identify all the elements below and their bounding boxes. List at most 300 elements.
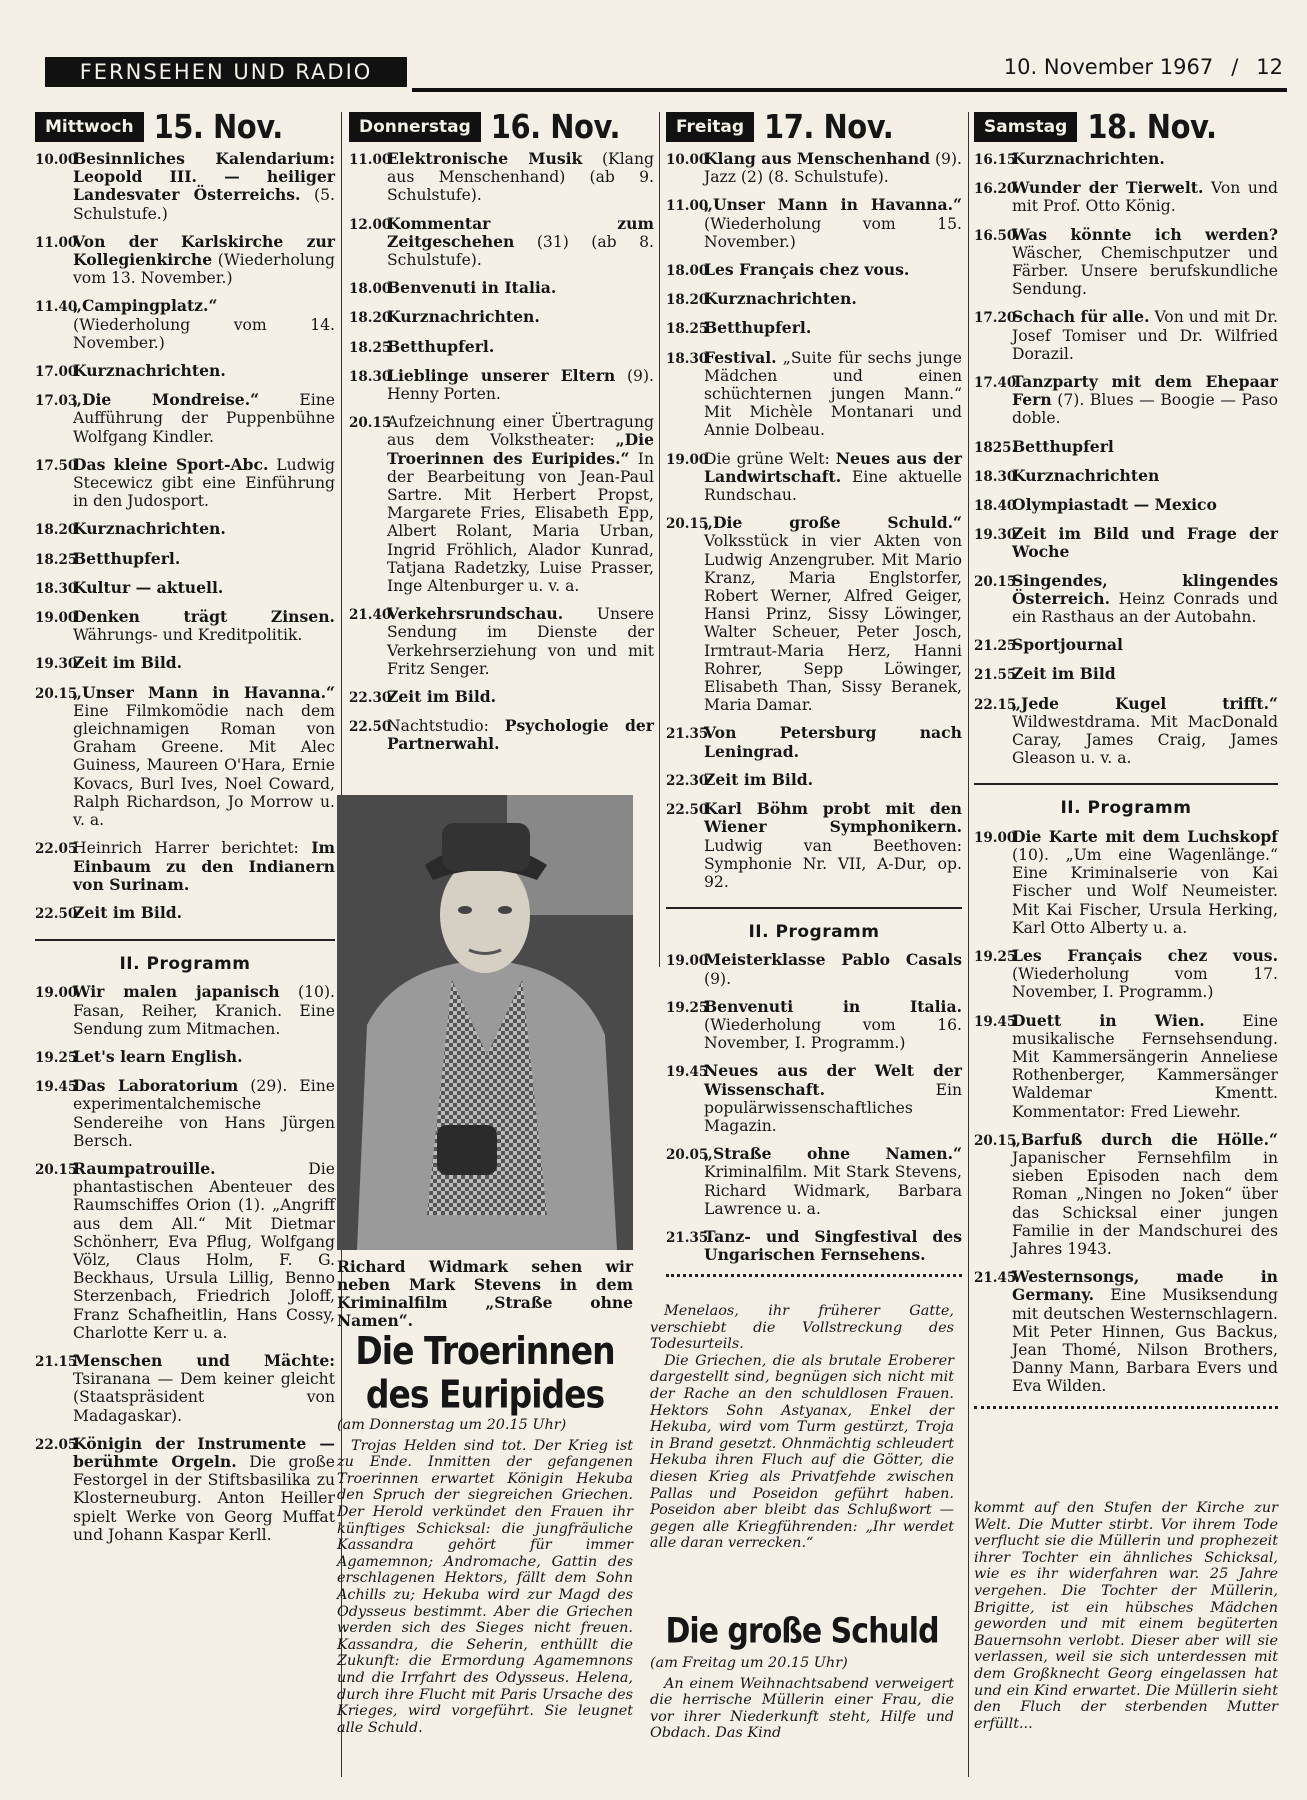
article-troerinnen-continued: [650, 1303, 954, 1552]
program-description: [1012, 525, 1278, 561]
program-time: 21.35: [666, 726, 709, 743]
program-description: [1012, 1268, 1278, 1395]
program-title: Wunder der Tierwelt.: [1012, 178, 1204, 198]
program-time: 19.25: [974, 948, 1017, 965]
program-title: Westernsongs, made in Germany.: [1012, 1267, 1278, 1305]
program-text: (31) (ab 8. Schulstufe).: [387, 232, 654, 270]
program-title: Zeit im Bild.: [704, 769, 814, 789]
program-title: Benvenuti in Italia.: [704, 996, 962, 1016]
program-description: [387, 308, 654, 327]
program-highlight: Im Einbaum zu den Indianern von Surinam.: [73, 838, 335, 894]
program-description: [1012, 308, 1278, 363]
program-title: Kurznachrichten.: [704, 289, 857, 309]
column-donnerstag: [349, 107, 654, 764]
program-description: [387, 150, 654, 205]
program-title: Was könnte ich werden?: [1012, 224, 1278, 244]
program-time: 22.05: [35, 1436, 78, 1453]
program-text: Ein populärwissenschaftliches Magazin.: [704, 1080, 962, 1135]
program-title: Zeit im Bild.: [387, 687, 497, 707]
program-time: 22.15: [974, 696, 1017, 713]
program-entry: [35, 297, 335, 352]
program-time: 22.50: [666, 802, 709, 819]
program-description: [704, 800, 962, 891]
program-time: 11.00: [35, 234, 78, 251]
program-entry: [974, 179, 1278, 215]
program-description: [387, 413, 654, 595]
program-description: [1012, 947, 1278, 1002]
program-time: 22.50: [35, 905, 78, 922]
header-separator: /: [1231, 55, 1239, 79]
program-text: (Wiederholung vom 16. November, I. Programm.): [704, 1015, 962, 1053]
program-time: 21.35: [666, 1229, 709, 1246]
program-time: 22.50: [349, 719, 392, 736]
header-rule: [412, 88, 1287, 92]
header-date-line: [1004, 55, 1283, 79]
program-text: Tsiranana — Dem keiner gleicht (Staatspräsident von Madagaskar).: [73, 1370, 335, 1425]
program-text: Ludwig Stecewicz gibt eine Einführung in den Judosport.: [73, 455, 335, 511]
program-entry: [35, 1352, 335, 1425]
program-text: „Suite für sechs junge Mädchen und einen schüchternen jungen Mann.“ Mit Michèle Montanari und Annie Dolbeau.: [704, 348, 962, 440]
program-time: 20.15: [35, 1161, 78, 1178]
program-entry: [974, 373, 1278, 428]
program-time: 20.15: [974, 1132, 1017, 1149]
program-description: [704, 450, 962, 505]
program-description: [704, 1228, 962, 1264]
program-text-more: Eine aktuelle Rundschau.: [704, 467, 962, 505]
program-description: [73, 520, 335, 539]
program-title: „Unser Mann in Havanna.“: [73, 682, 335, 702]
program-title: Wir malen japanisch: [73, 982, 280, 1002]
program-text: Kriminalfilm. Mit Stark Stevens, Richard Widmark, Barbara Lawrence u. a.: [704, 1163, 962, 1218]
program-entry: [974, 150, 1278, 169]
program-entry: [35, 233, 335, 288]
program-description: [1012, 373, 1278, 428]
program-title: Zeit im Bild.: [73, 902, 183, 922]
second-program-heading: II. Programm: [119, 954, 251, 975]
program-text: Von und mit Dr. Josef Tomiser und Dr. Wilfried Dorazil.: [1012, 308, 1278, 363]
program-title: Elektronische Musik: [387, 149, 583, 168]
program-description: [73, 1435, 335, 1544]
program-time: 19.25: [666, 999, 709, 1016]
program-title: Betthupferl.: [704, 318, 812, 338]
program-time: 19.30: [974, 527, 1017, 544]
program-title: Sportjournal: [1012, 635, 1123, 655]
program-entry: [666, 319, 962, 338]
program-entry: [35, 608, 335, 644]
page-number: 12: [1256, 55, 1283, 79]
section-title: FERNSEHEN UND RADIO: [79, 60, 373, 84]
program-title: Festival.: [704, 347, 777, 367]
weekday-label: Freitag: [666, 112, 754, 142]
program-description: [73, 456, 335, 511]
program-description: [387, 338, 654, 357]
program-text: (Wiederholung vom 17. November, I. Programm.): [1012, 965, 1278, 1002]
program-title: Tanzparty mit dem Ehepaar Fern: [1012, 372, 1278, 410]
program-title: Kurznachrichten.: [1012, 149, 1165, 168]
program-time: 21.45: [974, 1270, 1017, 1287]
program-time: 18.40: [974, 498, 1017, 515]
program-description: [73, 233, 335, 288]
program-title: Verkehrsrundschau.: [387, 604, 564, 624]
section-rule: [974, 783, 1278, 785]
program-description: [1012, 1012, 1278, 1121]
program-text: Wäscher, Chemischputzer und Färber. Unsere berufskundliche Sendung.: [1012, 243, 1278, 299]
day-heading: [349, 107, 654, 146]
program-entry: [35, 520, 335, 539]
program-text: Unsere Sendung im Dienste der Verkehrserziehung von und mit Fritz Senger.: [387, 605, 654, 678]
program-time: 18.30: [35, 580, 78, 597]
program-time: 17.20: [974, 310, 1017, 327]
program-text: Währungs- und Kreditpolitik.: [73, 626, 303, 645]
program-title: Tanz- und Singfestival des Ungarischen Fernsehens.: [704, 1226, 962, 1265]
program-title: „Campingplatz.“: [73, 296, 218, 316]
program-description: [387, 717, 654, 753]
issue-date: 10. November 1967: [1003, 55, 1214, 79]
program-entry: [35, 839, 335, 894]
program-text: Heinrich Harrer berichtet:: [73, 839, 312, 858]
program-entry: [35, 579, 335, 598]
program-entry: [35, 150, 335, 223]
program-entry: [349, 279, 654, 298]
section-header: [45, 57, 407, 87]
program-description: [1012, 695, 1278, 768]
program-title: Von Petersburg nach Leningrad.: [704, 723, 962, 761]
program-time: 16.15: [974, 152, 1017, 168]
program-text: Eine Filmkomödie nach dem gleichnamigen Roman von Graham Greene. Mit Alec Guiness, Maureen O'Hara, Ernie Kovacs, Burl Ives, Noel Coward, Ralph Richardson, Jo Morrow u. v. a.: [73, 701, 335, 830]
program-time: 19.45: [666, 1064, 709, 1081]
article-grosse-schuld-continued: [974, 1500, 1278, 1732]
program-time: 18.25: [349, 339, 392, 356]
program-entry: [974, 525, 1278, 561]
program-time: 16.20: [974, 181, 1017, 198]
program-text: Die phantastischen Abenteuer des Raumschiffes Orion (1). „Angriff aus dem All.“ Mit Dietmar Schönherr, Eva Pflug, Wolfgang Völz, Claus Holm, F. G. Beckhaus, Ursula Lillig, Benno Sterzenbach, Friedrich Joloff, Franz Schafheitlin, Hans Cossy, Charlotte Kerr u. a.: [73, 1159, 335, 1342]
program-text: (Wiederholung vom 15. November.): [704, 214, 962, 251]
program-description: [1012, 828, 1278, 937]
program-time: 20.15: [349, 415, 392, 432]
program-description: [73, 839, 335, 894]
program-title: Von der Karlskirche zur Kollegienkirche: [73, 231, 335, 270]
program-text: Wildwestdrama. Mit MacDonald Caray, James Craig, James Gleason u. v. a.: [1012, 712, 1278, 768]
program-title: Zeit im Bild.: [73, 653, 183, 673]
program-time: 19.00: [974, 829, 1017, 846]
program-text: Heinz Conrads und ein Rasthaus an der Autobahn.: [1012, 589, 1278, 627]
program-time: 20.15: [666, 516, 709, 533]
program-entry: [974, 695, 1278, 768]
program-description: [1012, 179, 1278, 215]
program-text-more: In der Bearbeitung von Jean-Paul Sartre. Mit Herbert Propst, Margarete Fries, Elisabeth Epp, Albert Rolant, Maria Urban, Ingrid Fröhlich, Alador Kunrad, Tatjana Radetzky, Luise Prasser, Inge Altenburger u. v. a.: [387, 449, 654, 596]
program-entry: [666, 290, 962, 309]
program-description: [1012, 467, 1278, 486]
article-title: Die Troerinnen des Euripides: [355, 1328, 615, 1417]
program-description: [73, 297, 335, 352]
column-freitag: [666, 107, 962, 1283]
day-heading: [974, 107, 1278, 146]
program-description: [1012, 438, 1278, 457]
program-description: [1012, 226, 1278, 299]
program-time: 21.25: [974, 638, 1017, 655]
program-entry: [349, 717, 654, 753]
program-title: Karl Böhm probt mit den Wiener Symphonikern.: [704, 799, 962, 837]
program-entry: [974, 1012, 1278, 1121]
program-entry: [666, 514, 962, 714]
weekday-label: Donnerstag: [349, 112, 481, 142]
program-time: 18.30: [974, 468, 1017, 485]
program-time: 16.50: [974, 227, 1017, 244]
article-grosse-schuld: [650, 1611, 954, 1742]
program-time: 19.00: [35, 610, 78, 627]
dotted-rule: [974, 1406, 1278, 1409]
program-entry: [974, 572, 1278, 627]
program-entry: [349, 605, 654, 678]
program-title: Menschen und Mächte:: [73, 1350, 335, 1370]
program-entry: [666, 150, 962, 186]
program-entry: [35, 550, 335, 569]
program-description: [704, 1062, 962, 1135]
program-entry: [666, 349, 962, 440]
program-description: [704, 261, 962, 280]
program-title: Neues aus der Welt der Wissenschaft.: [704, 1061, 962, 1099]
program-title: Königin der Instrumente — berühmte Orgeln.: [73, 1433, 335, 1471]
program-time: 1825.: [974, 439, 1017, 456]
article-body-continued: Die Griechen, die als brutale Eroberer dargestellt sind, begnügen sich nicht mit der Rache an den schuldlosen Frauen. Hektors Sohn Astyanax, Enkel der Hekuba, wird vom Turm gestürzt, Troja in Brand gesetzt. Ohnmächtig schleudert Hekuba ihren Fluch auf die Götter, die diesen Krieg als Privatfehde zwischen Pallas und Poseidon geführt haben. Poseidon aber bleibt das Schlußwort — gegen alle Kriegführenden: „Ihr werdet alle daran verrecken.“: [650, 1352, 954, 1552]
program-time: 18.25: [666, 321, 709, 338]
program-time: 11.00: [349, 152, 392, 168]
program-text: Eine Aufführung der Puppenbühne Wolfgang Kindler.: [73, 391, 335, 446]
program-description: [1012, 496, 1278, 515]
program-description: [387, 215, 654, 270]
column-mittwoch: [35, 107, 336, 1554]
program-time: 17.03: [35, 393, 78, 410]
program-title: Lieblinge unserer Eltern: [387, 365, 616, 385]
program-text: Japanischer Fernsehfilm in sieben Episoden nach dem Roman „Ningen no Joken“ über das Schicksal einer jungen Familie in der Mandschurei des Jahres 1943.: [1012, 1148, 1278, 1258]
program-entry: [666, 951, 962, 987]
program-description: [704, 514, 962, 714]
program-time: 18.30: [666, 350, 709, 367]
program-entry: [666, 800, 962, 891]
program-entry: [349, 308, 654, 327]
program-entry: [35, 654, 335, 673]
program-description: [73, 550, 335, 569]
program-entry: [666, 450, 962, 505]
program-entry: [974, 636, 1278, 655]
article-troerinnen: [337, 1328, 633, 1736]
program-entry: [35, 983, 335, 1038]
program-time: 20.15: [974, 573, 1017, 590]
program-description: [73, 362, 335, 381]
program-time: 21.55: [974, 667, 1017, 684]
article-body-continued: Menelaos, ihr früherer Gatte, verschiebt die Vollstreckung des Todesurteils.: [650, 1303, 954, 1353]
program-entry: [974, 947, 1278, 1002]
article-title: Die große Schuld: [665, 1611, 939, 1652]
section-rule: [666, 907, 962, 909]
program-text: (Wiederholung vom 14. November.): [73, 315, 335, 352]
program-entry: [35, 456, 335, 511]
program-title: Betthupferl.: [387, 336, 495, 356]
program-entry: [974, 308, 1278, 363]
program-entry: [666, 1062, 962, 1135]
day-date: 16. Nov.: [490, 107, 621, 146]
program-highlight: Neues aus der Landwirtschaft.: [704, 448, 962, 486]
program-title: Olympiastadt — Mexico: [1012, 495, 1217, 515]
program-title: Das kleine Sport-Abc.: [73, 454, 269, 474]
program-entry: [35, 1435, 335, 1544]
program-text: (7). Blues — Boogie — Paso doble.: [1012, 391, 1278, 428]
dotted-rule: [666, 1274, 962, 1277]
program-entry: [974, 665, 1278, 684]
program-text: Eine Musiksendung mit deutschen Westernschlagern. Mit Peter Hinnen, Gus Backus, Jean Thomé, Nilson Brothers, Danny Mann, Barbara Evers und Eva Wilden.: [1012, 1286, 1278, 1396]
program-text: (5. Schulstufe.): [73, 186, 336, 223]
program-entry: [974, 438, 1278, 457]
program-description: [73, 150, 335, 223]
program-title: Benvenuti in Italia.: [387, 278, 557, 298]
program-time: 11.00: [666, 198, 709, 215]
program-description: [704, 771, 962, 790]
program-title: Let's learn English.: [73, 1046, 243, 1066]
program-time: 19.00: [666, 953, 709, 970]
program-title: Besinnliches Kalendarium: Leopold III. — heiliger Landesvater Österreichs.: [73, 149, 335, 205]
program-entry: [666, 998, 962, 1053]
program-title: „Unser Mann in Havanna.“: [704, 195, 962, 215]
program-text: (Klang aus Menschenhand) (ab 9. Schulstufe).: [387, 150, 654, 205]
program-entry: [349, 367, 654, 403]
program-title: Kurznachrichten.: [73, 519, 226, 539]
program-description: [73, 983, 335, 1038]
program-time: 18.00: [666, 263, 709, 280]
program-description: [387, 367, 654, 403]
second-program-heading: II. Programm: [1060, 798, 1192, 819]
program-description: [73, 1048, 335, 1067]
program-description: [1012, 1131, 1278, 1258]
program-entry: [666, 196, 962, 251]
program-title: Betthupferl.: [73, 548, 181, 568]
program-title: Singendes, klingendes Österreich.: [1012, 570, 1278, 608]
program-description: [704, 150, 962, 186]
program-title: Duett in Wien.: [1012, 1010, 1205, 1030]
program-description: [73, 391, 335, 446]
program-text: Ludwig van Beethoven: Symphonie Nr. VII, A-Dur, op. 92.: [704, 836, 962, 891]
program-description: [1012, 636, 1278, 655]
program-title: Klang aus Menschenhand: [704, 149, 930, 168]
program-time: 17.00: [35, 364, 78, 381]
program-time: 11.40: [35, 299, 78, 316]
program-text: Nachtstudio:: [387, 717, 505, 736]
program-time: 19.45: [35, 1079, 78, 1096]
program-description: [73, 904, 335, 923]
program-text: Die große Festorgel in der Stiftsbasilika zu Klosterneuburg. Anton Heiller spielt Werke von Georg Muffat und Johann Kaspar Kerll.: [73, 1452, 335, 1544]
program-entry: [666, 1228, 962, 1264]
program-entry: [349, 215, 654, 270]
program-description: [73, 654, 335, 673]
program-time: 20.15: [35, 685, 78, 702]
program-description: [1012, 665, 1278, 684]
program-entry: [666, 724, 962, 760]
program-description: [1012, 572, 1278, 627]
program-entry: [35, 362, 335, 381]
program-text: (9).: [704, 969, 732, 988]
program-time: 21.40: [349, 607, 392, 624]
program-title: Kurznachrichten.: [73, 361, 226, 381]
day-date: 17. Nov.: [764, 107, 894, 146]
program-text: Aufzeichnung einer Übertragung aus dem Volkstheater:: [387, 413, 654, 450]
program-title: „Jede Kugel trifft.“: [1012, 693, 1278, 713]
program-highlight: „Die Troerinnen des Euripides.“: [387, 430, 654, 468]
program-entry: [974, 1131, 1278, 1258]
column-samstag: [974, 107, 1278, 1415]
program-text: (9). Henny Porten.: [387, 366, 654, 404]
program-time: 18.30: [349, 368, 392, 385]
program-title: „Die große Schuld.“: [704, 513, 962, 533]
program-entry: [35, 904, 335, 923]
program-entry: [974, 226, 1278, 299]
column-divider: [968, 112, 969, 1777]
second-program-heading: II. Programm: [748, 922, 880, 943]
program-description: [704, 290, 962, 309]
program-description: [704, 724, 962, 760]
program-entry: [349, 688, 654, 707]
program-description: [387, 605, 654, 678]
program-text: Von und mit Prof. Otto König.: [1012, 179, 1278, 216]
program-entry: [974, 467, 1278, 486]
program-entry: [349, 413, 654, 595]
program-text: (9). Jazz (2) (8. Schulstufe).: [704, 150, 962, 187]
program-entry: [35, 1160, 335, 1342]
program-entry: [974, 496, 1278, 515]
day-date: 15. Nov.: [153, 107, 283, 146]
program-description: [704, 951, 962, 987]
program-time: 18.20: [35, 522, 78, 539]
program-title: Zeit im Bild und Frage der Woche: [1012, 524, 1278, 562]
program-title: Kommentar zum Zeitgeschehen: [387, 213, 654, 251]
program-time: 22.05: [35, 841, 78, 858]
day-date: 18. Nov.: [1087, 107, 1217, 146]
program-time: 18.20: [349, 310, 392, 327]
program-text: Volksstück in vier Akten von Ludwig Anzengruber. Mit Mario Kranz, Maria Englstorfer, Robert Werner, Alfred Geiger, Hansi Prinz, Sissy Löwinger, Walter Scheuer, Peter Josch, Irmtraut-Maria Herz, Hanni Rohrer, Sepp Löwinger, Elisabeth Than, Sissy Beranek, Maria Damar.: [704, 532, 962, 715]
program-description: [73, 1077, 335, 1150]
man-in-hat-illustration: [337, 795, 633, 1250]
column-divider: [659, 112, 660, 967]
program-entry: [35, 1048, 335, 1067]
photo-caption: Richard Widmark sehen wir neben Mark Stevens in dem Kriminalfilm „Straße ohne Namen“.: [337, 1257, 633, 1330]
program-text: (29). Eine experimentalchemische Sendereihe von Hans Jürgen Bersch.: [73, 1077, 335, 1150]
program-description: [73, 579, 335, 598]
program-text: (10). Fasan, Reiher, Kranich. Eine Sendung zum Mitmachen.: [73, 983, 335, 1038]
program-entry: [974, 828, 1278, 937]
program-description: [73, 1160, 335, 1342]
program-description: [73, 684, 335, 830]
program-description: [704, 349, 962, 440]
program-title: Raumpatrouille.: [73, 1158, 216, 1178]
program-text: (Wiederholung vom 13. November.): [73, 251, 335, 288]
program-description: [387, 279, 654, 298]
program-description: [704, 196, 962, 251]
program-time: 19.00: [35, 985, 78, 1002]
program-title: „Straße ohne Namen.“: [704, 1144, 962, 1164]
program-time: 18.20: [666, 292, 709, 309]
program-entry: [349, 150, 654, 205]
program-time: 19.45: [974, 1013, 1017, 1030]
program-description: [704, 319, 962, 338]
program-time: 10.00: [35, 152, 78, 168]
program-title: Schach für alle.: [1012, 307, 1150, 327]
program-description: [1012, 150, 1278, 169]
program-time: 19.25: [35, 1049, 78, 1066]
program-time: 17.40: [974, 375, 1017, 392]
program-time: 12.00: [349, 216, 392, 233]
program-entry: [974, 1268, 1278, 1395]
program-text: Die grüne Welt:: [704, 449, 836, 468]
program-text: Eine musikalische Fernsehsendung. Mit Kammersängerin Anneliese Rothenberger, Kammersänger Waldemar Kmentt. Kommentator: Fred Liewehr.: [1012, 1011, 1278, 1121]
program-time: 20.05: [666, 1147, 709, 1164]
